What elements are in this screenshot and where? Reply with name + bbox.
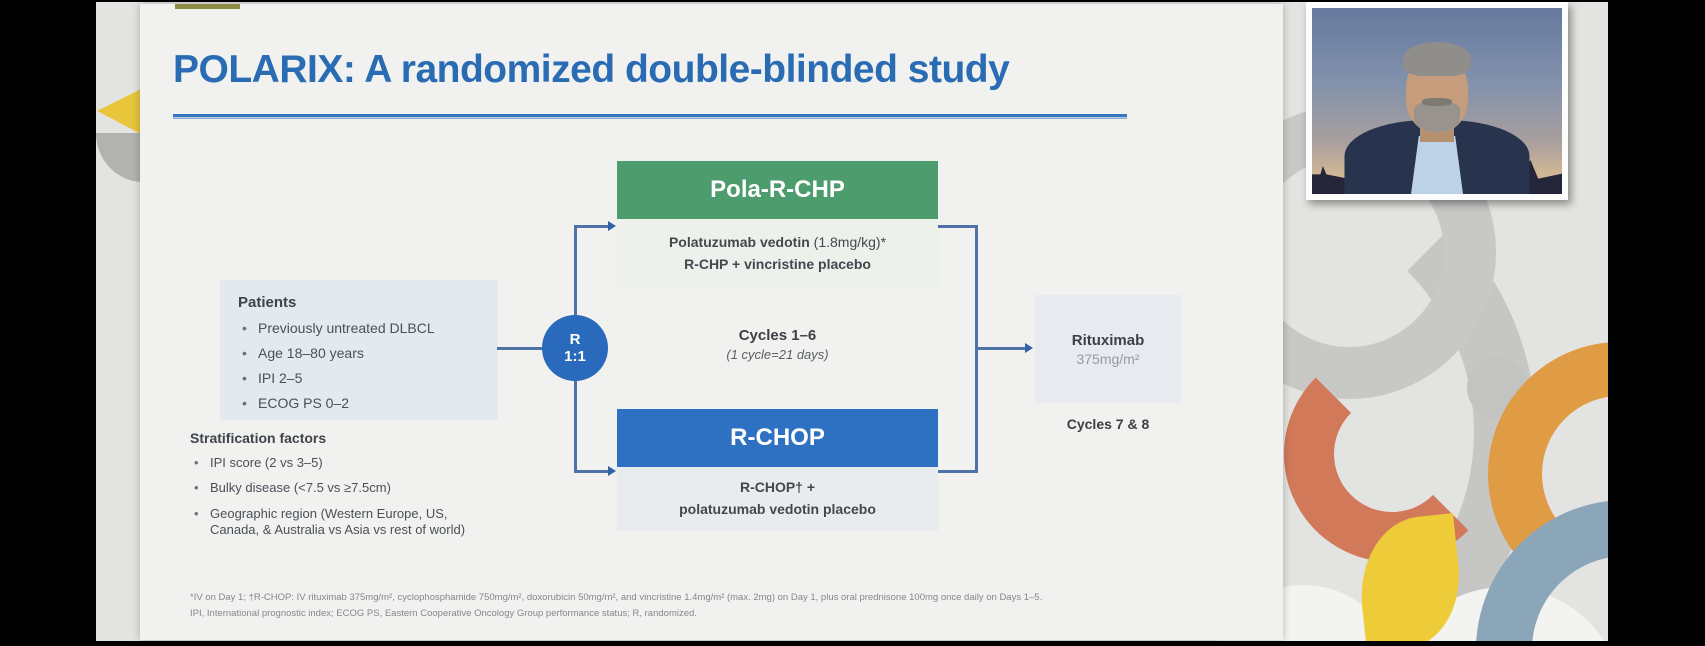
arm-detail-pola-r-chp [617,219,938,289]
arm-header-r-chop: R-CHOP [617,409,938,467]
patients-bullet: • IPI 2–5 [238,370,488,386]
title-underline [173,114,1127,119]
followup-box [1035,295,1181,403]
connector-line [975,347,1027,350]
stratification-bullet: • IPI score (2 vs 3–5) [190,455,490,471]
randomization-badge [542,315,608,381]
drug-dose: (1.8mg/kg)* [809,234,887,251]
connector-line [574,470,610,473]
footnote-line: *IV on Day 1; †R-CHOP: IV rituximab 375mg/m², cyclophosphamide 750mg/m², doxorubicin 50mg/m², and vincristine 1.4mg/m² (max. 2mg) on Day 1, plus oral prednisone 100mg once daily on Days 1–5. [190,592,1043,603]
cycles-duration: (1 cycle=21 days) [726,347,829,362]
patients-heading: Patients [238,294,297,311]
presenter-mustache [1422,98,1452,106]
arm-detail-line: R-CHP + vincristine placebo [684,256,871,272]
presenter-beard [1414,102,1460,132]
randomization-ratio: 1:1 [564,348,586,365]
followup-drug: Rituximab [1071,331,1145,349]
drug-name: Polatuzumab vedotin [668,234,810,251]
presenter-webcam-tile[interactable] [1306,2,1568,200]
stratification-bullet-list [190,455,490,538]
arm-detail-line: R-CHOP† + [739,479,816,496]
patients-bullet: • Previously untreated DLBCL [238,320,488,336]
connector-line [938,470,978,473]
presenter-video [1312,8,1562,194]
stratification-section [190,430,490,538]
arm-detail-r-chop [617,467,938,531]
decorative-gray-segment [96,133,143,182]
stratification-bullet: • Geographic region (Western Europe, US, Canada, & Australia vs Asia vs rest of world) [190,506,490,539]
arrow-icon [1025,343,1033,353]
presenter-shirt [1411,136,1463,194]
patients-bullet: • Age 18–80 years [238,345,488,361]
connector-line [574,227,577,317]
decorative-yellow-wedge [97,88,143,135]
presentation-slide [140,4,1283,640]
connector-line [574,225,610,228]
slide-title: POLARIX: A randomized double-blinded study [173,48,1010,91]
connector-line [497,347,543,350]
cycles-label [617,327,938,362]
footnotes [190,590,1270,622]
arm-header-pola-r-chp: Pola-R-CHP [617,161,938,219]
followup-dose: 375mg/m² [1076,350,1140,367]
arrow-icon [608,466,616,476]
followup-cycles-label: Cycles 7 & 8 [1066,416,1150,432]
cycles-range: Cycles 1–6 [738,327,817,344]
patients-bullet-list [238,320,488,411]
slide-top-accent-bar [175,4,240,9]
stratification-bullet: • Bulky disease (<7.5 vs ≥7.5cm) [190,480,490,496]
stratification-heading: Stratification factors [190,430,327,446]
arrow-icon [608,221,616,231]
arm-detail-line [669,232,886,254]
connector-line [574,380,577,473]
patients-bullet: • ECOG PS 0–2 [238,395,488,411]
footnote-line: IPI, International prognostic index; ECOG PS, Eastern Cooperative Oncology Group performance status; R, randomized. [190,608,697,620]
patients-box [220,280,498,420]
connector-line [938,225,978,228]
arm-detail-line: polatuzumab vedotin placebo [679,501,876,517]
presenter-hair [1403,42,1471,76]
randomization-symbol: R [569,330,581,348]
